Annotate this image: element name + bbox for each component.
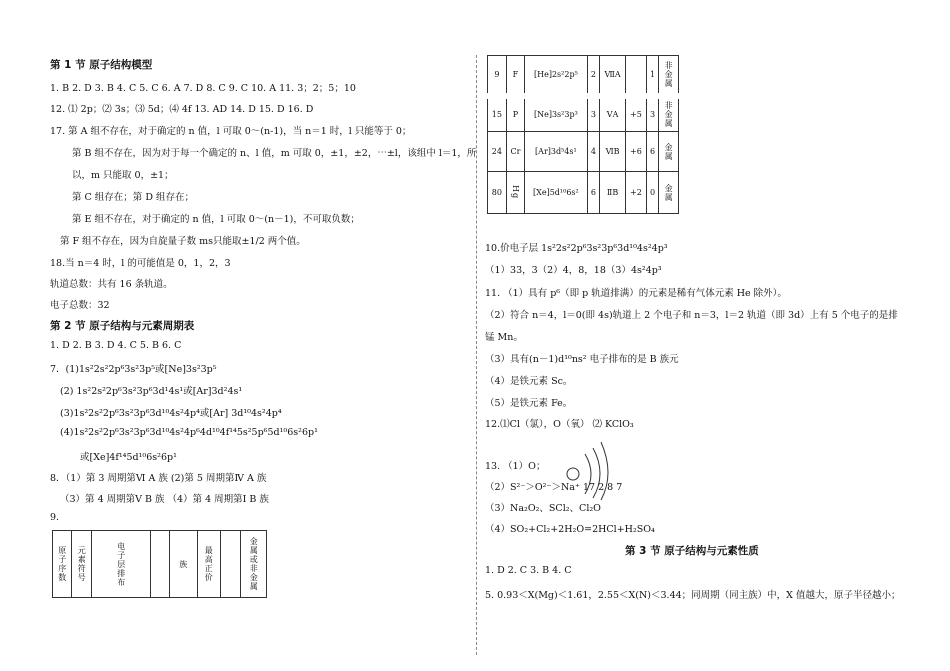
answer-line: （3）具有(n－1)d¹⁰ns² 电子排布的是 B 族元 [485, 354, 679, 365]
cell-valence: +2 [626, 172, 647, 214]
answer-line: （3）Na₂O₂、SCl₂、Cl₂O [485, 503, 601, 514]
answer-line: (4)1s²2s²2p⁶3s²3p⁶3d¹⁰4s²4p⁶4d¹⁰4f¹⁴5s²5p⁶5d¹⁰6s²6p¹ [60, 427, 318, 438]
table-row [488, 56, 679, 96]
cell-sym: P [506, 96, 524, 132]
answer-line: 1. D 2. C 3. B 4. C [485, 565, 572, 576]
cell-n: 0 [646, 172, 658, 214]
answer-line: 8．（1）第 3 周期第Ⅵ A 族 (2)第 5 周期第Ⅳ A 族 [50, 473, 267, 484]
answer-line: 18.当 n＝4 时，l 的可能值是 0，1，2，3 [50, 258, 231, 269]
answer-line: 11. （1）具有 p⁶（即 p 轨道排满）的元素是稀有气体元素 He 除外）。 [485, 288, 787, 299]
cell-num: 80 [488, 172, 507, 214]
answer-line: 第 F 组不存在，因为自旋量子数 ms只能取±1/2 两个值。 [60, 236, 306, 247]
cell-config: [Ne]3s²3p³ [525, 96, 588, 132]
cell-group: ⅦA [600, 56, 626, 96]
header-cell: 金属或非金属 [241, 531, 267, 598]
answer-line: (2) 1s²2s²2p⁶3s²3p⁶3d¹4s¹或[Ar]3d²4s¹ [60, 386, 243, 397]
cell-period: 3 [587, 96, 599, 132]
element-table [487, 55, 679, 214]
cell-n: 6 [646, 132, 658, 172]
cell-sym: Hg [506, 172, 524, 214]
answer-line: 7．(1)1s²2s²2p⁶3s²3p⁵或[Ne]3s²3p⁵ [50, 364, 217, 375]
answer-line: （4）是铁元素 Sc。 [485, 376, 573, 387]
header-cell [151, 531, 169, 598]
answer-line: 第 B 组不存在，因为对于每一个确定的 n、l 值，m 可取 0，±1，±2，⋯±l，该组中 l＝1，所 [72, 148, 477, 159]
table-row [488, 132, 679, 172]
cell-num: 24 [488, 132, 507, 172]
cell-group: ⅡB [600, 172, 626, 214]
cell-valence: +5 [626, 96, 647, 132]
cell-type: 非金属 [659, 96, 679, 132]
element-table-header [52, 530, 267, 598]
answer-line: （2）S²⁻＞O²⁻＞Na⁺ 17 2 8 7 [485, 482, 623, 493]
table-row [488, 172, 679, 214]
answer-line: 或[Xe]4f¹⁴5d¹⁰6s²6p¹ [80, 452, 177, 463]
header-cell: 元素符号 [72, 531, 91, 598]
answer-line: 锰 Mn。 [485, 332, 523, 343]
cell-config: [He]2s²2p⁵ [525, 56, 588, 96]
cell-group: ⅥB [600, 132, 626, 172]
answer-line: 1. B 2. D 3. B 4. C 5. C 6. A 7. D 8. C 9. C 10. A 11. 3；2；5；10 [50, 83, 356, 94]
cell-num: 9 [488, 56, 507, 96]
header-cell [220, 531, 241, 598]
answer-line: 12. ⑴ 2p；⑵ 3s；⑶ 5d；⑷ 4f 13. AD 14. D 15. D 16. D [50, 104, 314, 115]
header-cell: 最高正价 [197, 531, 220, 598]
cell-config: [Ar]3d⁵4s¹ [525, 132, 588, 172]
answer-line: 轨道总数：共有 16 条轨道。 [50, 279, 173, 290]
section2-title: 第 2 节 原子结构与元素周期表 [50, 320, 195, 332]
table-row [488, 96, 679, 132]
answer-line: 第 C 组存在；第 D 组存在； [72, 192, 194, 203]
answer-line: 13. （1）O； [485, 461, 546, 472]
answer-line: （5）是铁元素 Fe。 [485, 398, 573, 409]
section1-title: 第 1 节 原子结构模型 [50, 59, 153, 71]
answer-line: 1. D 2. B 3. D 4. C 5. B 6. C [50, 340, 182, 351]
cell-valence [626, 56, 647, 96]
answer-line: （2）符合 n＝4，l＝0(即 4s)轨道上 2 个电子和 n＝3，l＝2 轨道（即 3d）上有 5 个电子的是排 [485, 310, 898, 321]
cell-period: 4 [587, 132, 599, 172]
answer-line: 9. [50, 512, 60, 523]
answer-line: 17. 第 A 组不存在，对于确定的 n 值，l 可取 0～(n-1)，当 n＝1 时，l 只能等于 0； [50, 126, 412, 137]
cell-type: 非金属 [659, 56, 679, 96]
section3-title: 第 3 节 原子结构与元素性质 [625, 545, 759, 557]
header-cell: 电子层排布 [91, 531, 151, 598]
cell-num: 15 [488, 96, 507, 132]
cell-sym: F [506, 56, 524, 96]
cell-period: 6 [587, 172, 599, 214]
answer-line: 10.价电子层 1s²2s²2p⁶3s²3p⁶3d¹⁰4s²4p³ [485, 243, 668, 254]
cell-period: 2 [587, 56, 599, 96]
answer-line: （4）SO₂+Cl₂+2H₂O=2HCl+H₂SO₄ [485, 524, 655, 535]
cell-config: [Xe]5d¹⁰6s² [525, 172, 588, 214]
answer-line: 5. 0.93＜X(Mg)＜1.61，2.55＜X(N)＜3.44；同周期（同主族）中，X 值越大，原子半径越小； [485, 590, 901, 601]
header-cell: 原子序数 [53, 531, 72, 598]
cell-group: ⅤA [600, 96, 626, 132]
answer-line: （1）33，3（2）4，8，18（3）4s²4p³ [485, 265, 662, 276]
answer-line: 电子总数：32 [50, 300, 110, 311]
answer-line: (3)1s²2s²2p⁶3s²3p⁶3d¹⁰4s²4p⁴或[Ar] 3d¹⁰4s²4p⁴ [60, 408, 282, 419]
header-cell: 族 [169, 531, 197, 598]
answer-line: 12.⑴Cl（氯），O（氧） ⑵ KClO₃ [485, 419, 634, 430]
answer-line: （3）第 4 周期第Ⅴ B 族 （4）第 4 周期第Ⅰ B 族 [60, 494, 269, 505]
cell-sym: Cr [506, 132, 524, 172]
cell-type: 金属 [659, 132, 679, 172]
cell-n: 1 [646, 56, 658, 96]
cell-valence: +6 [626, 132, 647, 172]
answer-line: 第 E 组不存在，对于确定的 n 值，l 可取 0～(n－1)，不可取负数； [72, 214, 360, 225]
cell-type: 金属 [659, 172, 679, 214]
cell-n: 3 [646, 96, 658, 132]
answer-line: 以，m 只能取 0，±1； [72, 170, 174, 181]
